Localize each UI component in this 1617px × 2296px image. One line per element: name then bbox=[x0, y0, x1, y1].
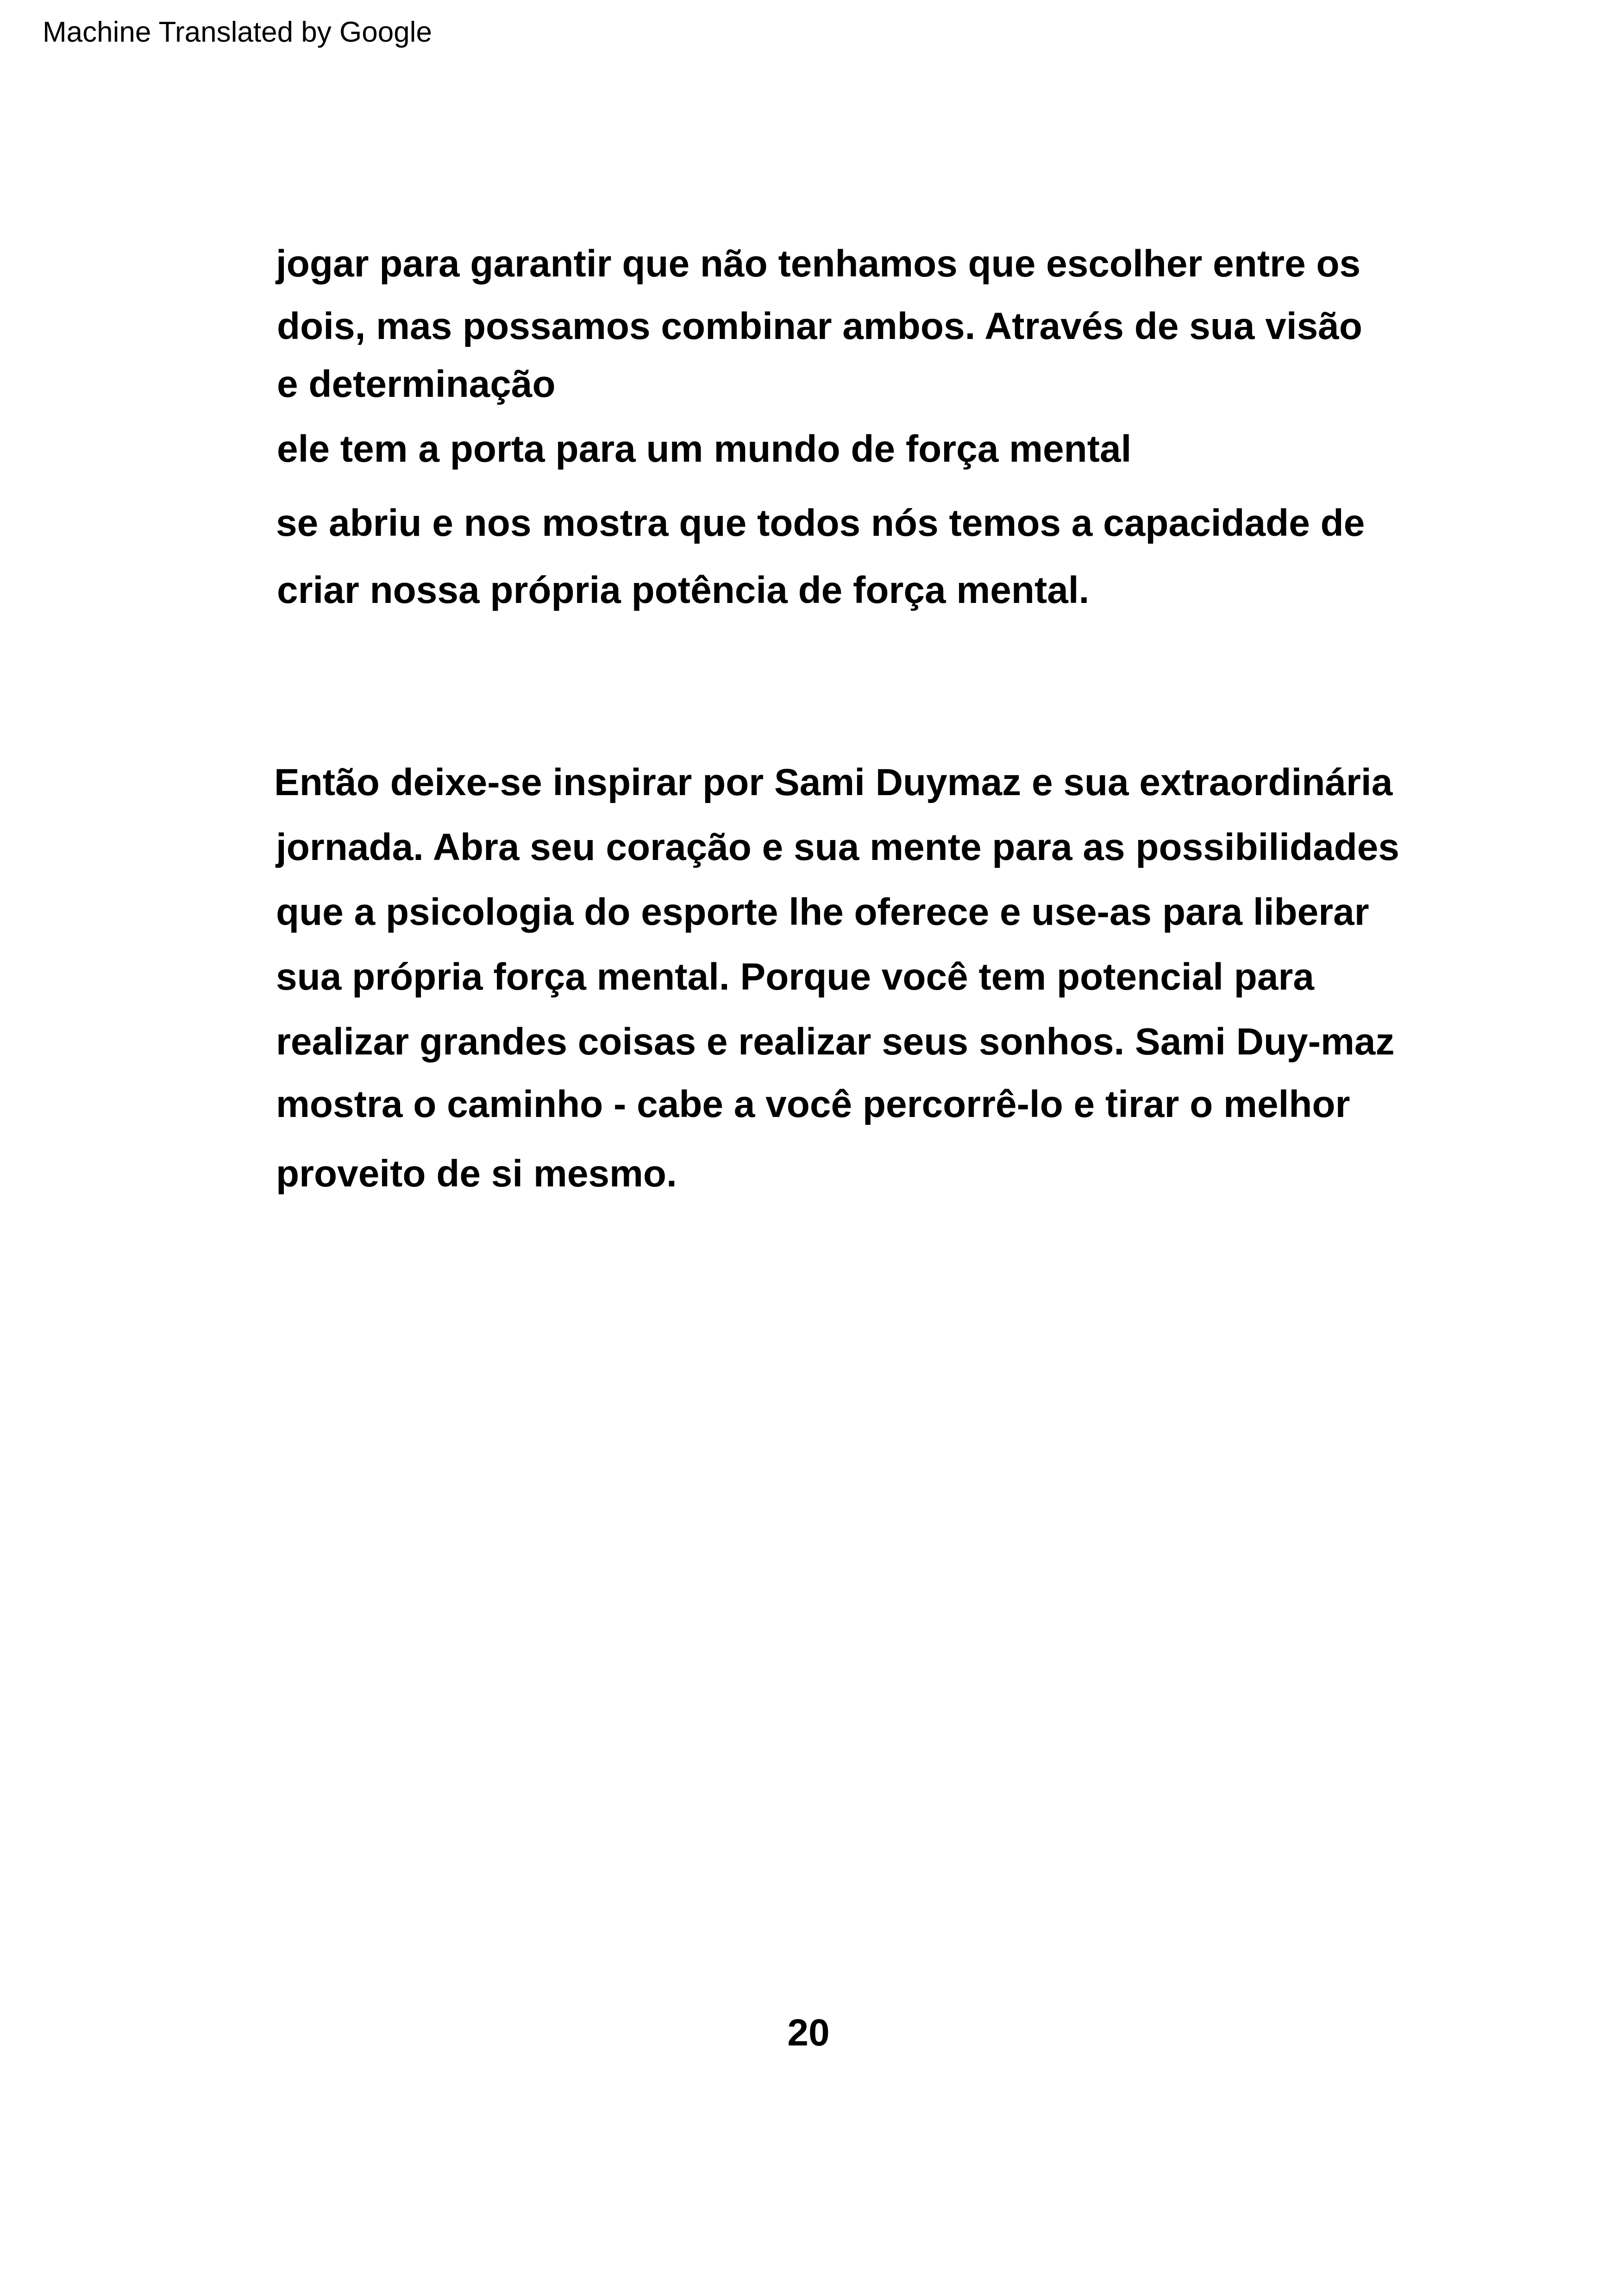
paragraph-line: Então deixe-se inspirar por Sami Duymaz e sua extraordinária bbox=[274, 761, 1393, 803]
paragraph-line: criar nossa própria potência de força mental. bbox=[277, 569, 1090, 611]
paragraph-line: ele tem a porta para um mundo de força mental bbox=[277, 428, 1132, 470]
translator-note: Machine Translated by Google bbox=[43, 16, 432, 48]
paragraph-line: sua própria força mental. Porque você tem potencial para bbox=[276, 956, 1314, 998]
paragraph-line: realizar grandes coisas e realizar seus sonhos. Sami Duy-maz bbox=[276, 1021, 1395, 1063]
paragraph-line: proveito de si mesmo. bbox=[276, 1153, 677, 1195]
paragraph-line: jornada. Abra seu coração e sua mente para as possibilidades bbox=[276, 826, 1400, 868]
paragraph-line: mostra o caminho - cabe a você percorrê-lo e tirar o melhor bbox=[276, 1083, 1350, 1125]
paragraph-line: se abriu e nos mostra que todos nós temos a capacidade de bbox=[276, 502, 1365, 544]
paragraph-line: jogar para garantir que não tenhamos que escolher entre os bbox=[276, 243, 1361, 285]
paragraph-line: que a psicologia do esporte lhe oferece e use-as para liberar bbox=[276, 891, 1369, 933]
paragraph-line: dois, mas possamos combinar ambos. Através de sua visão bbox=[277, 305, 1362, 347]
page-number: 20 bbox=[787, 2012, 830, 2054]
paragraph-line: e determinação bbox=[277, 363, 556, 405]
